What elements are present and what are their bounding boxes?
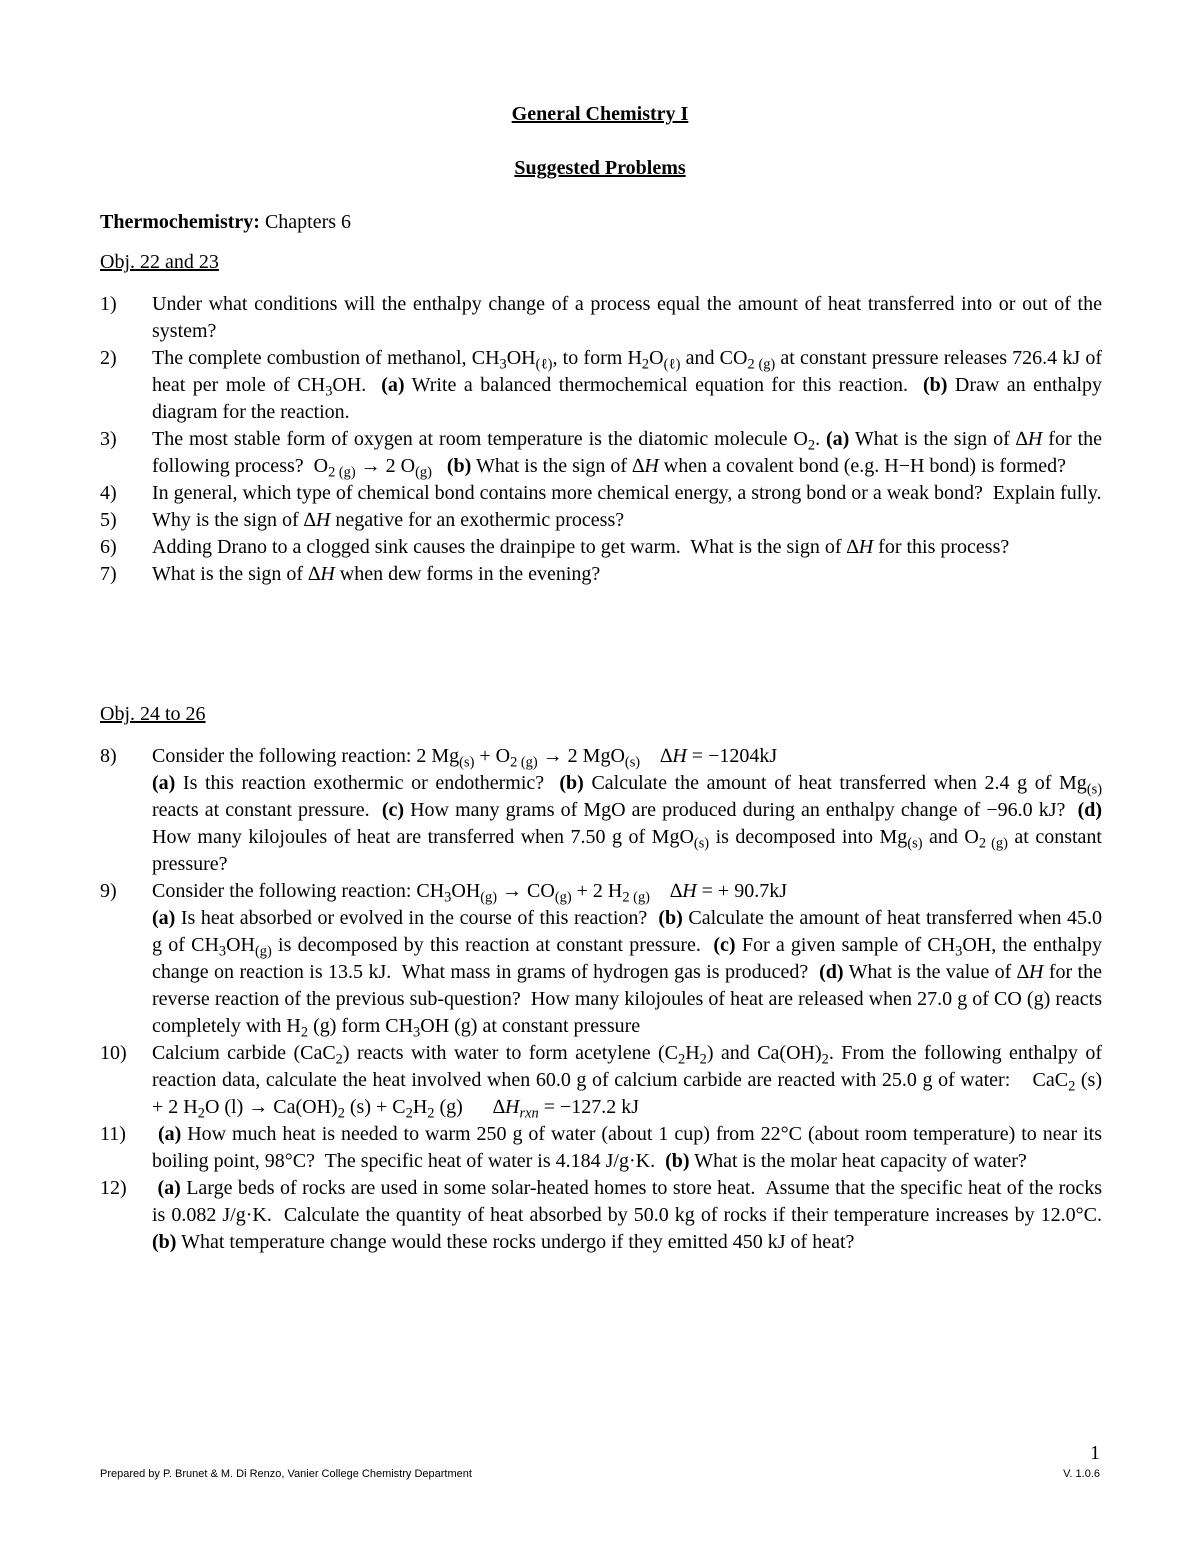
text-run: 2 — [699, 1051, 707, 1068]
text-run: (b) — [922, 374, 948, 396]
text-run: How many kilojoules of heat are transferred when 7.50 g of MgO — [152, 799, 1108, 848]
text-run: 3 — [325, 383, 333, 400]
text-run: and O — [922, 826, 979, 848]
text-run: = −127.2 kJ — [538, 1096, 640, 1118]
problem-text — [152, 291, 1107, 345]
text-run: ) reacts with water to form acetylene (C — [342, 1042, 678, 1064]
text-run: H — [1028, 961, 1044, 983]
text-run: → 2 MgO — [537, 745, 625, 767]
problem-item — [100, 1121, 1108, 1175]
text-run: H — [1027, 428, 1043, 450]
problem-item — [100, 1040, 1108, 1122]
text-run: (d) — [1077, 799, 1103, 821]
text-run: 2 — [807, 437, 816, 454]
text-run: Calcium carbide (CaC — [152, 1042, 336, 1064]
text-run: reacts at constant pressure. — [152, 772, 1107, 821]
text-run: OH — [226, 934, 255, 956]
text-run: OH — [506, 347, 536, 369]
text-run: What temperature change would these rocks undergo if they emitted 450 kJ of heat? — [176, 1231, 855, 1253]
problem-item — [100, 426, 1107, 481]
text-run: Draw an enthalpy diagram for the reaction. — [152, 374, 1108, 423]
text-run: . — [815, 428, 827, 450]
problem-item — [100, 480, 1102, 507]
text-run: OH — [451, 880, 481, 902]
text-run: 2 (g) — [510, 754, 538, 771]
text-run: → CO — [497, 880, 555, 902]
problem-number: 12) — [100, 1177, 127, 1199]
text-run: Adding Drano to a clogged sink causes the drainpipe to get warm. What is the sign of ∆ — [152, 536, 859, 558]
problem-number: 4) — [100, 482, 117, 504]
text-run: (b) — [665, 1150, 690, 1172]
text-run: Under what conditions will the enthalpy change of a process equal the amount of heat transferred into or out of the system? — [152, 293, 1107, 342]
text-run: for the following process? O — [152, 428, 1107, 477]
topic-value: Chapters 6 — [264, 211, 352, 233]
text-run: 2 (g) — [622, 889, 650, 906]
text-run: (g) — [255, 943, 272, 960]
text-run: (a) — [152, 772, 176, 794]
text-run: H — [685, 1042, 700, 1064]
text-run: 2 — [335, 1051, 343, 1068]
problem-item — [100, 1175, 1112, 1256]
problem-text — [152, 426, 1107, 481]
problem-item — [100, 345, 1108, 426]
text-run: 2 — [641, 356, 650, 373]
text-run: at constant pressure? — [152, 826, 1107, 875]
text-run: (s) + 2 H — [152, 1069, 1108, 1118]
text-run: 2 (g) — [978, 835, 1008, 852]
problem-number: 7) — [100, 563, 117, 585]
topic-label: Thermochemistry: — [100, 211, 260, 233]
problem-list-1 — [100, 291, 1108, 588]
text-run: (a) — [826, 428, 850, 450]
text-run: 3 — [218, 943, 227, 960]
text-run: at constant pressure releases 726.4 kJ of heat per mole of CH — [152, 347, 1107, 396]
text-run: . From the following enthalpy of reaction data, calculate the heat involved when 60.0 g of calcium carbide are reacted with 25.0 g of water: CaC — [152, 1042, 1107, 1091]
text-run: Consider the following reaction: 2 Mg — [152, 745, 460, 767]
problem-text — [152, 1040, 1108, 1122]
text-run: when dew forms in the evening? — [334, 563, 601, 585]
text-run: The most stable form of oxygen at room temperature is the diatomic molecule O — [152, 428, 808, 450]
text-run: ∆ — [649, 880, 683, 902]
text-run: when a covalent bond (e.g. H−H bond) is formed? — [658, 455, 1067, 477]
problem-text — [152, 345, 1108, 426]
text-run: O — [649, 347, 664, 369]
text-run: (a) — [381, 374, 405, 396]
text-run: , to form H — [552, 347, 642, 369]
text-run: Calculate the amount of heat transferred when 45.0 g of CH — [152, 907, 1108, 956]
text-run: ∆ — [640, 745, 673, 767]
footer-version: V. 1.0.6 — [1063, 1468, 1100, 1480]
problem-text — [152, 1121, 1108, 1175]
text-run: 2 (g) — [747, 356, 776, 373]
text-run: What is the sign of ∆ — [849, 428, 1028, 450]
problem-number: 5) — [100, 509, 117, 531]
text-run: 2 — [337, 1105, 345, 1122]
text-run: What is the sign of ∆ — [152, 563, 321, 585]
problem-text — [152, 534, 1102, 561]
text-run: 3 — [444, 889, 452, 906]
text-run: and CO — [680, 347, 748, 369]
text-run: In general, which type of chemical bond contains more chemical energy, a strong bond or a weak bond? Explain fully. — [152, 482, 1102, 504]
problem-item — [100, 743, 1108, 878]
text-run: → 2 O — [355, 455, 416, 477]
problem-number: 9) — [100, 880, 117, 902]
text-run: (s) — [693, 835, 710, 852]
text-run: Write a balanced thermochemical equation for this reaction. — [404, 374, 923, 396]
text-run: (b) — [446, 455, 472, 477]
text-run: is decomposed into Mg — [709, 826, 908, 848]
text-run: 3 — [499, 356, 507, 373]
page-number: 1 — [1090, 1442, 1100, 1464]
problem-list-2 — [100, 743, 1112, 1256]
text-run — [432, 455, 447, 477]
course-title: General Chemistry I — [511, 103, 689, 125]
text-run: 2 — [677, 1051, 686, 1068]
text-run: H — [320, 563, 335, 585]
text-run: (a) — [157, 1123, 182, 1145]
text-run: H — [644, 455, 659, 477]
text-run: 2 (g) — [328, 464, 356, 481]
problem-number: 1) — [100, 293, 117, 315]
text-run: for this process? — [873, 536, 1010, 558]
text-run: H — [315, 509, 331, 531]
text-run: (s) — [624, 754, 641, 771]
text-run: (s) — [459, 754, 475, 771]
text-run: + O — [474, 745, 511, 767]
text-run: H — [858, 536, 874, 558]
footer-credit: Prepared by P. Brunet & M. Di Renzo, Vanier College Chemistry Department — [100, 1468, 472, 1480]
problem-number: 8) — [100, 745, 117, 767]
text-run: (g) — [554, 889, 572, 906]
problem-text — [152, 507, 1102, 534]
problem-text — [152, 480, 1102, 507]
text-run: Why is the sign of ∆ — [152, 509, 316, 531]
text-run: 2 — [1068, 1078, 1076, 1095]
text-run: (s) — [1086, 781, 1102, 798]
text-run: = −1204kJ — [686, 745, 778, 767]
text-run: Large beds of rocks are used in some solar-heated homes to store heat. Assume that the specific heat of the rocks is 0.082 J/g·K. Calculate the quantity of heat absorbed by 50.0 kg of rocks if their temperature increases by 12.0°C. — [152, 1177, 1112, 1226]
text-run: (g) form CH — [308, 1015, 414, 1037]
text-run: For a given sample of CH — [735, 934, 956, 956]
problem-item — [100, 878, 1108, 1041]
topic-line — [100, 211, 351, 234]
problem-text — [152, 561, 1102, 588]
text-run: (g) — [480, 889, 498, 906]
text-run: (d) — [819, 961, 844, 983]
text-run: What is the sign of ∆ — [471, 455, 645, 477]
text-run: (ℓ) — [535, 356, 553, 373]
text-run: (s) — [907, 835, 923, 852]
text-run: + 2 H — [571, 880, 623, 902]
text-run: (s) + C — [344, 1096, 406, 1118]
text-run: Is heat absorbed or evolved in the course of this reaction? — [175, 907, 659, 929]
text-run: OH. — [332, 374, 382, 396]
problem-number: 2) — [100, 347, 117, 369]
text-run: 2 — [300, 1024, 309, 1041]
text-run: (g) ∆ — [434, 1096, 506, 1118]
problem-item — [100, 291, 1107, 345]
text-run: (b) — [152, 1231, 177, 1253]
text-run: H — [412, 1096, 428, 1118]
text-run: H — [505, 1096, 520, 1118]
text-run: (a) — [152, 907, 176, 929]
text-run: ) and Ca(OH) — [706, 1042, 822, 1064]
text-run: Is this reaction exothermic or endothermic? — [175, 772, 560, 794]
problem-text — [152, 743, 1108, 878]
text-run: What is the molar heat capacity of water? — [689, 1150, 1027, 1172]
text-run: (a) — [157, 1177, 181, 1199]
section-heading-1: Obj. 22 and 23 — [100, 251, 219, 273]
text-run: 2 — [427, 1105, 435, 1122]
problem-text — [152, 878, 1108, 1041]
text-run: OH, the enthalpy change on reaction is 13.5 kJ. What mass in grams of hydrogen gas is produced? — [152, 934, 1108, 983]
document-subtitle: Suggested Problems — [514, 157, 686, 179]
text-run: O (l) → Ca(OH) — [204, 1096, 338, 1118]
text-run: 3 — [413, 1024, 421, 1041]
text-run: H — [672, 745, 687, 767]
text-run: 2 — [821, 1051, 829, 1068]
text-run: How many grams of MgO are produced during an enthalpy change of −96.0 kJ? — [404, 799, 1078, 821]
text-run: H — [682, 880, 697, 902]
problem-text — [152, 1175, 1112, 1256]
section-heading-2: Obj. 24 to 26 — [100, 703, 206, 725]
text-run: (g) — [415, 464, 432, 481]
text-run: is decomposed by this reaction at constant pressure. — [271, 934, 714, 956]
problem-number: 6) — [100, 536, 117, 558]
problem-number: 10) — [100, 1042, 127, 1064]
problem-item — [100, 507, 1102, 534]
text-run: Consider the following reaction: CH — [152, 880, 445, 902]
text-run: for the reverse reaction of the previous sub-question? How many kilojoules of heat are released when 27.0 g of CO (g) reacts completely with H — [152, 961, 1107, 1037]
text-run: (c) — [381, 799, 405, 821]
text-run: OH (g) at constant pressure — [420, 1015, 641, 1037]
text-run: 2 — [197, 1105, 205, 1122]
text-run: = + 90.7kJ — [696, 880, 787, 902]
text-run: (b) — [559, 772, 584, 794]
text-run: rxn — [519, 1105, 539, 1122]
text-run: 2 — [405, 1105, 413, 1122]
text-run: What is the value of ∆ — [843, 961, 1029, 983]
text-run: (c) — [713, 934, 736, 956]
text-run: Calculate the amount of heat transferred when 2.4 g of Mg — [583, 772, 1087, 794]
text-run: (ℓ) — [663, 356, 681, 373]
text-run: (b) — [658, 907, 683, 929]
problem-number: 11) — [100, 1123, 126, 1145]
problem-item — [100, 534, 1102, 561]
problem-number: 3) — [100, 428, 117, 450]
text-run: 3 — [955, 943, 963, 960]
text-run: How much heat is needed to warm 250 g of water (about 1 cup) from 22°C (about room temperature) to near its boiling point, 98°C? The specific heat of water is 4.184 J/g·K. — [152, 1123, 1108, 1172]
text-run: negative for an exothermic process? — [330, 509, 625, 531]
problem-item — [100, 561, 1102, 588]
text-run: The complete combustion of methanol, CH — [152, 347, 500, 369]
